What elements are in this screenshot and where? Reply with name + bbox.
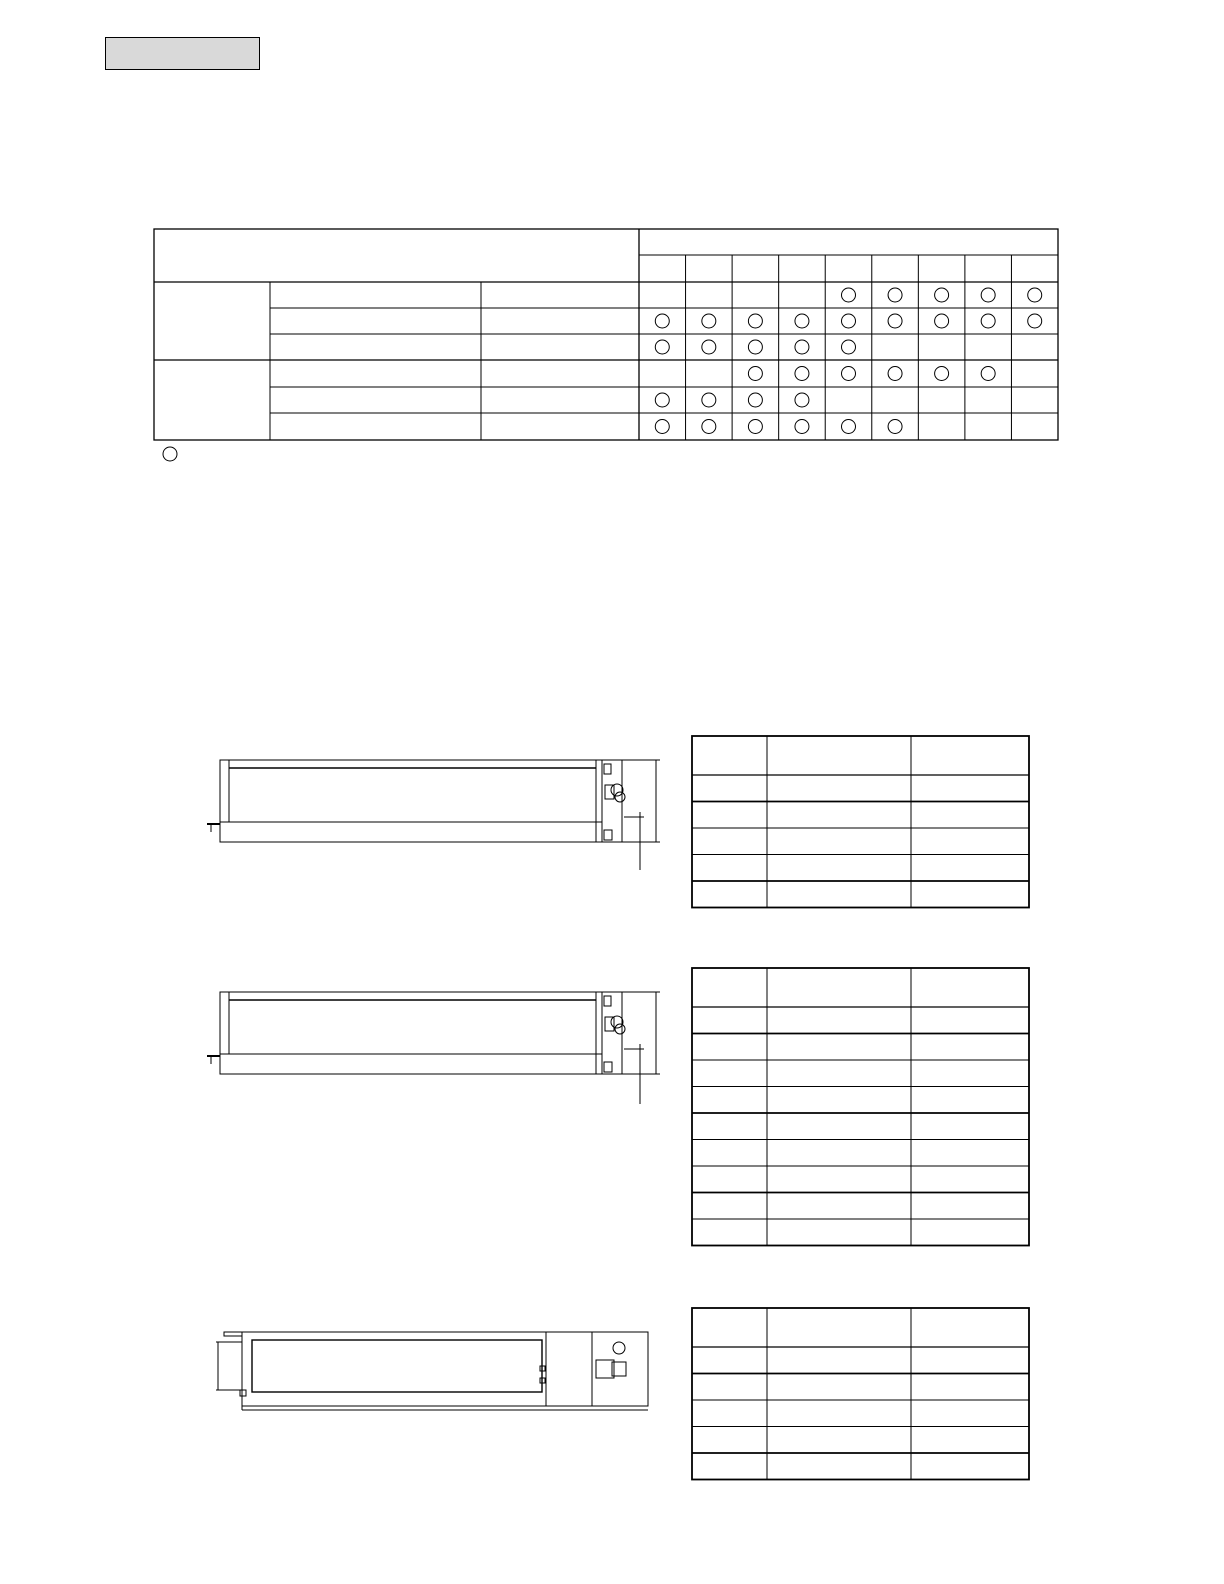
availability-circle-icon [888, 367, 902, 381]
availability-circle-icon [655, 420, 669, 434]
legend-circle-icon [163, 447, 177, 461]
availability-circle-icon [748, 340, 762, 354]
availability-table [154, 229, 1058, 440]
availability-circle-icon [842, 288, 856, 302]
availability-circle-icon [842, 367, 856, 381]
availability-circle-icon [795, 340, 809, 354]
availability-circle-icon [981, 314, 995, 328]
availability-circle-icon [888, 420, 902, 434]
availability-circle-icon [1028, 314, 1042, 328]
availability-circle-icon [935, 288, 949, 302]
availability-circle-icon [748, 420, 762, 434]
availability-circle-icon [935, 314, 949, 328]
unit-drawing-1 [207, 760, 660, 870]
availability-circle-icon [888, 288, 902, 302]
availability-circle-icon [981, 367, 995, 381]
availability-circle-icon [842, 420, 856, 434]
availability-circle-icon [655, 340, 669, 354]
availability-circle-icon [795, 420, 809, 434]
availability-circle-icon [748, 393, 762, 407]
dimension-table [692, 968, 1029, 1246]
availability-circle-icon [702, 340, 716, 354]
availability-circle-icon [935, 367, 949, 381]
availability-circle-icon [981, 288, 995, 302]
availability-circle-icon [748, 314, 762, 328]
availability-circle-icon [795, 367, 809, 381]
availability-circle-icon [702, 314, 716, 328]
availability-circle-icon [748, 367, 762, 381]
availability-circle-icon [842, 314, 856, 328]
availability-circle-icon [842, 340, 856, 354]
availability-circle-icon [795, 393, 809, 407]
availability-circle-icon [702, 393, 716, 407]
availability-circle-icon [888, 314, 902, 328]
unit-drawing-3 [216, 1332, 648, 1410]
dimension-table [692, 1308, 1029, 1480]
availability-circle-icon [795, 314, 809, 328]
availability-circle-icon [655, 314, 669, 328]
unit-drawing-2 [207, 992, 660, 1104]
dimension-table [692, 736, 1029, 908]
availability-circle-icon [702, 420, 716, 434]
availability-circle-icon [655, 393, 669, 407]
availability-circle-icon [1028, 288, 1042, 302]
